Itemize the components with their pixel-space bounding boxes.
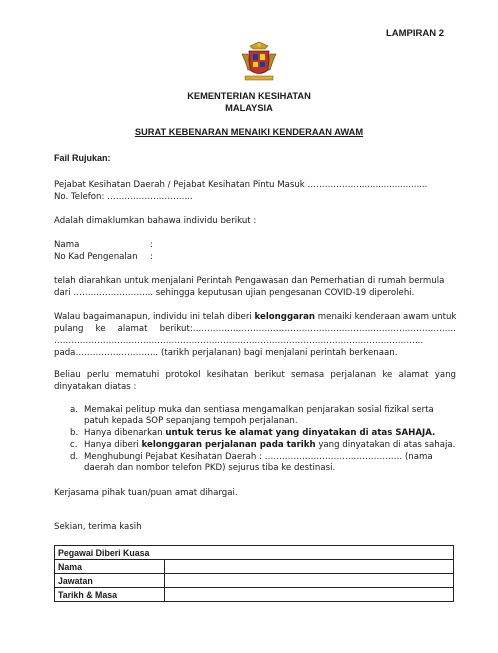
order-line-1: telah diarahkan untuk menjalani Perintah Pengawasan dan Pemerhatian di rumah bermula bbox=[54, 276, 445, 286]
item-a-letter: a. bbox=[70, 405, 78, 415]
comply-line-1: Beliau perlu mematuhi protokol kesihatan berikut semasa perjalanan ke alamat yang bbox=[54, 370, 456, 380]
coat-of-arms-icon bbox=[236, 40, 282, 86]
phone-line: No. Telefon: ………………………... bbox=[54, 192, 193, 202]
item-c-bold: kelonggaran perjalanan pada tarikh bbox=[141, 440, 316, 450]
office-line: Pejabat Kesihatan Daerah / Pejabat Kesihatan Pintu Masuk ………………......................... bbox=[54, 180, 428, 190]
despite-text-pre: Walau bagaimanapun, individu ini telah diberi bbox=[54, 312, 255, 322]
item-a-line-1: Memakai pelitup muka dan sentiasa mengamalkan penjarakan sosial fizikal serta bbox=[84, 405, 434, 415]
item-c-text bbox=[84, 440, 454, 451]
address-dots-line: ………………………………………………………………………………………………………………... bbox=[54, 336, 424, 346]
officer-row-position bbox=[55, 574, 454, 588]
intro-text: Adalah dimaklumkan bahawa individu berikut : bbox=[54, 216, 257, 226]
reference-file-label: Fail Rujukan: bbox=[54, 153, 111, 163]
despite-line bbox=[54, 312, 456, 323]
officer-datetime-value[interactable] bbox=[165, 588, 454, 602]
authorized-officer-table bbox=[54, 545, 454, 602]
cooperation-text: Kerjasama pihak tuan/puan amat dihargai. bbox=[54, 488, 238, 498]
officer-row-name bbox=[55, 560, 454, 574]
despite-text-bold: kelonggaran bbox=[254, 312, 316, 322]
officer-table-header: Pegawai Diberi Kuasa bbox=[55, 546, 454, 560]
order-line-2: dari …………………….... sehingga keputusan ujian pengesanan COVID-19 diperolehi. bbox=[54, 288, 415, 298]
despite-text-post: menaiki kenderaan awam untuk bbox=[315, 312, 457, 322]
letter-title: SURAT KEBENARAN MENAIKI KENDERAAN AWAM bbox=[134, 127, 364, 137]
item-b-letter: b. bbox=[70, 428, 79, 438]
ministry-name: KEMENTERIAN KESIHATAN bbox=[187, 91, 311, 101]
closing-text: Sekian, terima kasih bbox=[54, 522, 142, 532]
item-d-line-2: daerah dan nombor telefon PKD) sejurus tiba ke destinasi. bbox=[84, 463, 336, 473]
officer-position-label: Jawatan bbox=[55, 574, 165, 588]
officer-name-label: Nama bbox=[55, 560, 165, 574]
ic-number-colon: : bbox=[150, 252, 153, 262]
item-d-line-1: Menghubungi Pejabat Kesihatan Daerah : ………………………………………… (nama bbox=[84, 452, 433, 462]
item-d-letter: d. bbox=[70, 452, 79, 462]
comply-line-2: dinyatakan diatas : bbox=[54, 382, 137, 392]
address-line: pulang ke alamat berikut:……………………………………………………………………………….. bbox=[54, 324, 456, 334]
officer-name-value[interactable] bbox=[165, 560, 454, 574]
ic-number-label: No Kad Pengenalan bbox=[54, 252, 138, 262]
country-name: MALAYSIA bbox=[225, 103, 273, 113]
officer-row-datetime bbox=[55, 588, 454, 602]
officer-position-value[interactable] bbox=[165, 574, 454, 588]
item-b-bold: untuk terus ke alamat yang dinyatakan di atas SAHAJA. bbox=[165, 428, 436, 438]
item-c-post: yang dinyatakan di atas sahaja. bbox=[315, 440, 456, 450]
item-c-pre: Hanya diberi bbox=[84, 440, 142, 450]
officer-table-header-row bbox=[55, 546, 454, 560]
item-b-pre: Hanya dibenarkan bbox=[84, 428, 166, 438]
item-a-line-2: patuh kepada SOP sepanjang tempoh perjalanan. bbox=[84, 416, 298, 426]
item-c-letter: c. bbox=[70, 440, 78, 450]
item-b-text bbox=[84, 428, 454, 439]
name-label: Nama bbox=[54, 240, 80, 250]
appendix-label: LAMPIRAN 2 bbox=[385, 28, 444, 39]
name-colon: : bbox=[150, 240, 153, 250]
travel-date-line: pada……………………….. (tarikh perjalanan) bagi menjalani perintah berkenaan. bbox=[54, 348, 398, 358]
officer-datetime-label: Tarikh & Masa bbox=[55, 588, 165, 602]
